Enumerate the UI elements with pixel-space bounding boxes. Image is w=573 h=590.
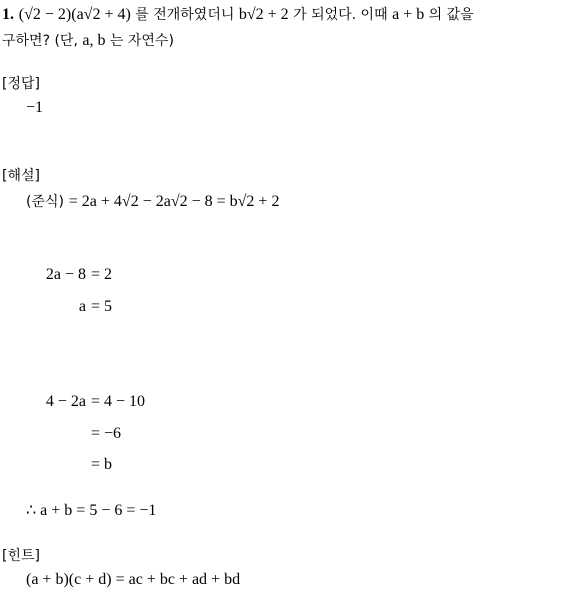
step-expression: = 2a + 4√2 − 2a√2 − 8 = b√2 + 2 xyxy=(68,193,280,210)
equation-1-right: = 2 xyxy=(91,266,113,283)
answer-value: −1 xyxy=(26,99,44,116)
problem-expression-3: a + b xyxy=(392,6,425,23)
equation-4-right: = −6 xyxy=(91,425,122,442)
problem-line-2 xyxy=(2,30,174,51)
equation-5-right: = b xyxy=(91,456,113,473)
problem-expression: (√2 − 2)(a√2 + 4) xyxy=(18,6,131,23)
conclusion: ∴ a + b = 5 − 6 = −1 xyxy=(26,502,157,519)
problem-line-1 xyxy=(2,4,474,25)
problem-text-5: 는 자연수) xyxy=(105,33,174,49)
problem-number: 1. xyxy=(2,6,14,23)
problem-expression-2: b√2 + 2 xyxy=(238,6,289,23)
hint-heading: [힌트] xyxy=(2,548,40,564)
problem-text: 를 전개하였더니 xyxy=(130,7,239,23)
step-label: (준식) xyxy=(26,194,64,210)
equation-2-right: = 5 xyxy=(91,298,113,315)
problem-variables: a, b xyxy=(82,32,106,49)
equation-2-left: a xyxy=(78,298,86,315)
solution-step-1 xyxy=(26,191,279,212)
solution-heading: [해설] xyxy=(2,168,40,184)
equation-1-left: 2a − 8 xyxy=(45,266,86,283)
equation-3-right: = 4 − 10 xyxy=(91,393,146,410)
problem-text-4: 구하면? (단, xyxy=(2,33,83,49)
problem-text-3: 의 값을 xyxy=(424,7,474,23)
equation-3-left: 4 − 2a xyxy=(45,393,86,410)
hint-formula: (a + b)(c + d) = ac + bc + ad + bd xyxy=(26,571,241,588)
problem-text-2: 가 되었다. 이때 xyxy=(288,7,393,23)
answer-heading: [정답] xyxy=(2,76,40,92)
